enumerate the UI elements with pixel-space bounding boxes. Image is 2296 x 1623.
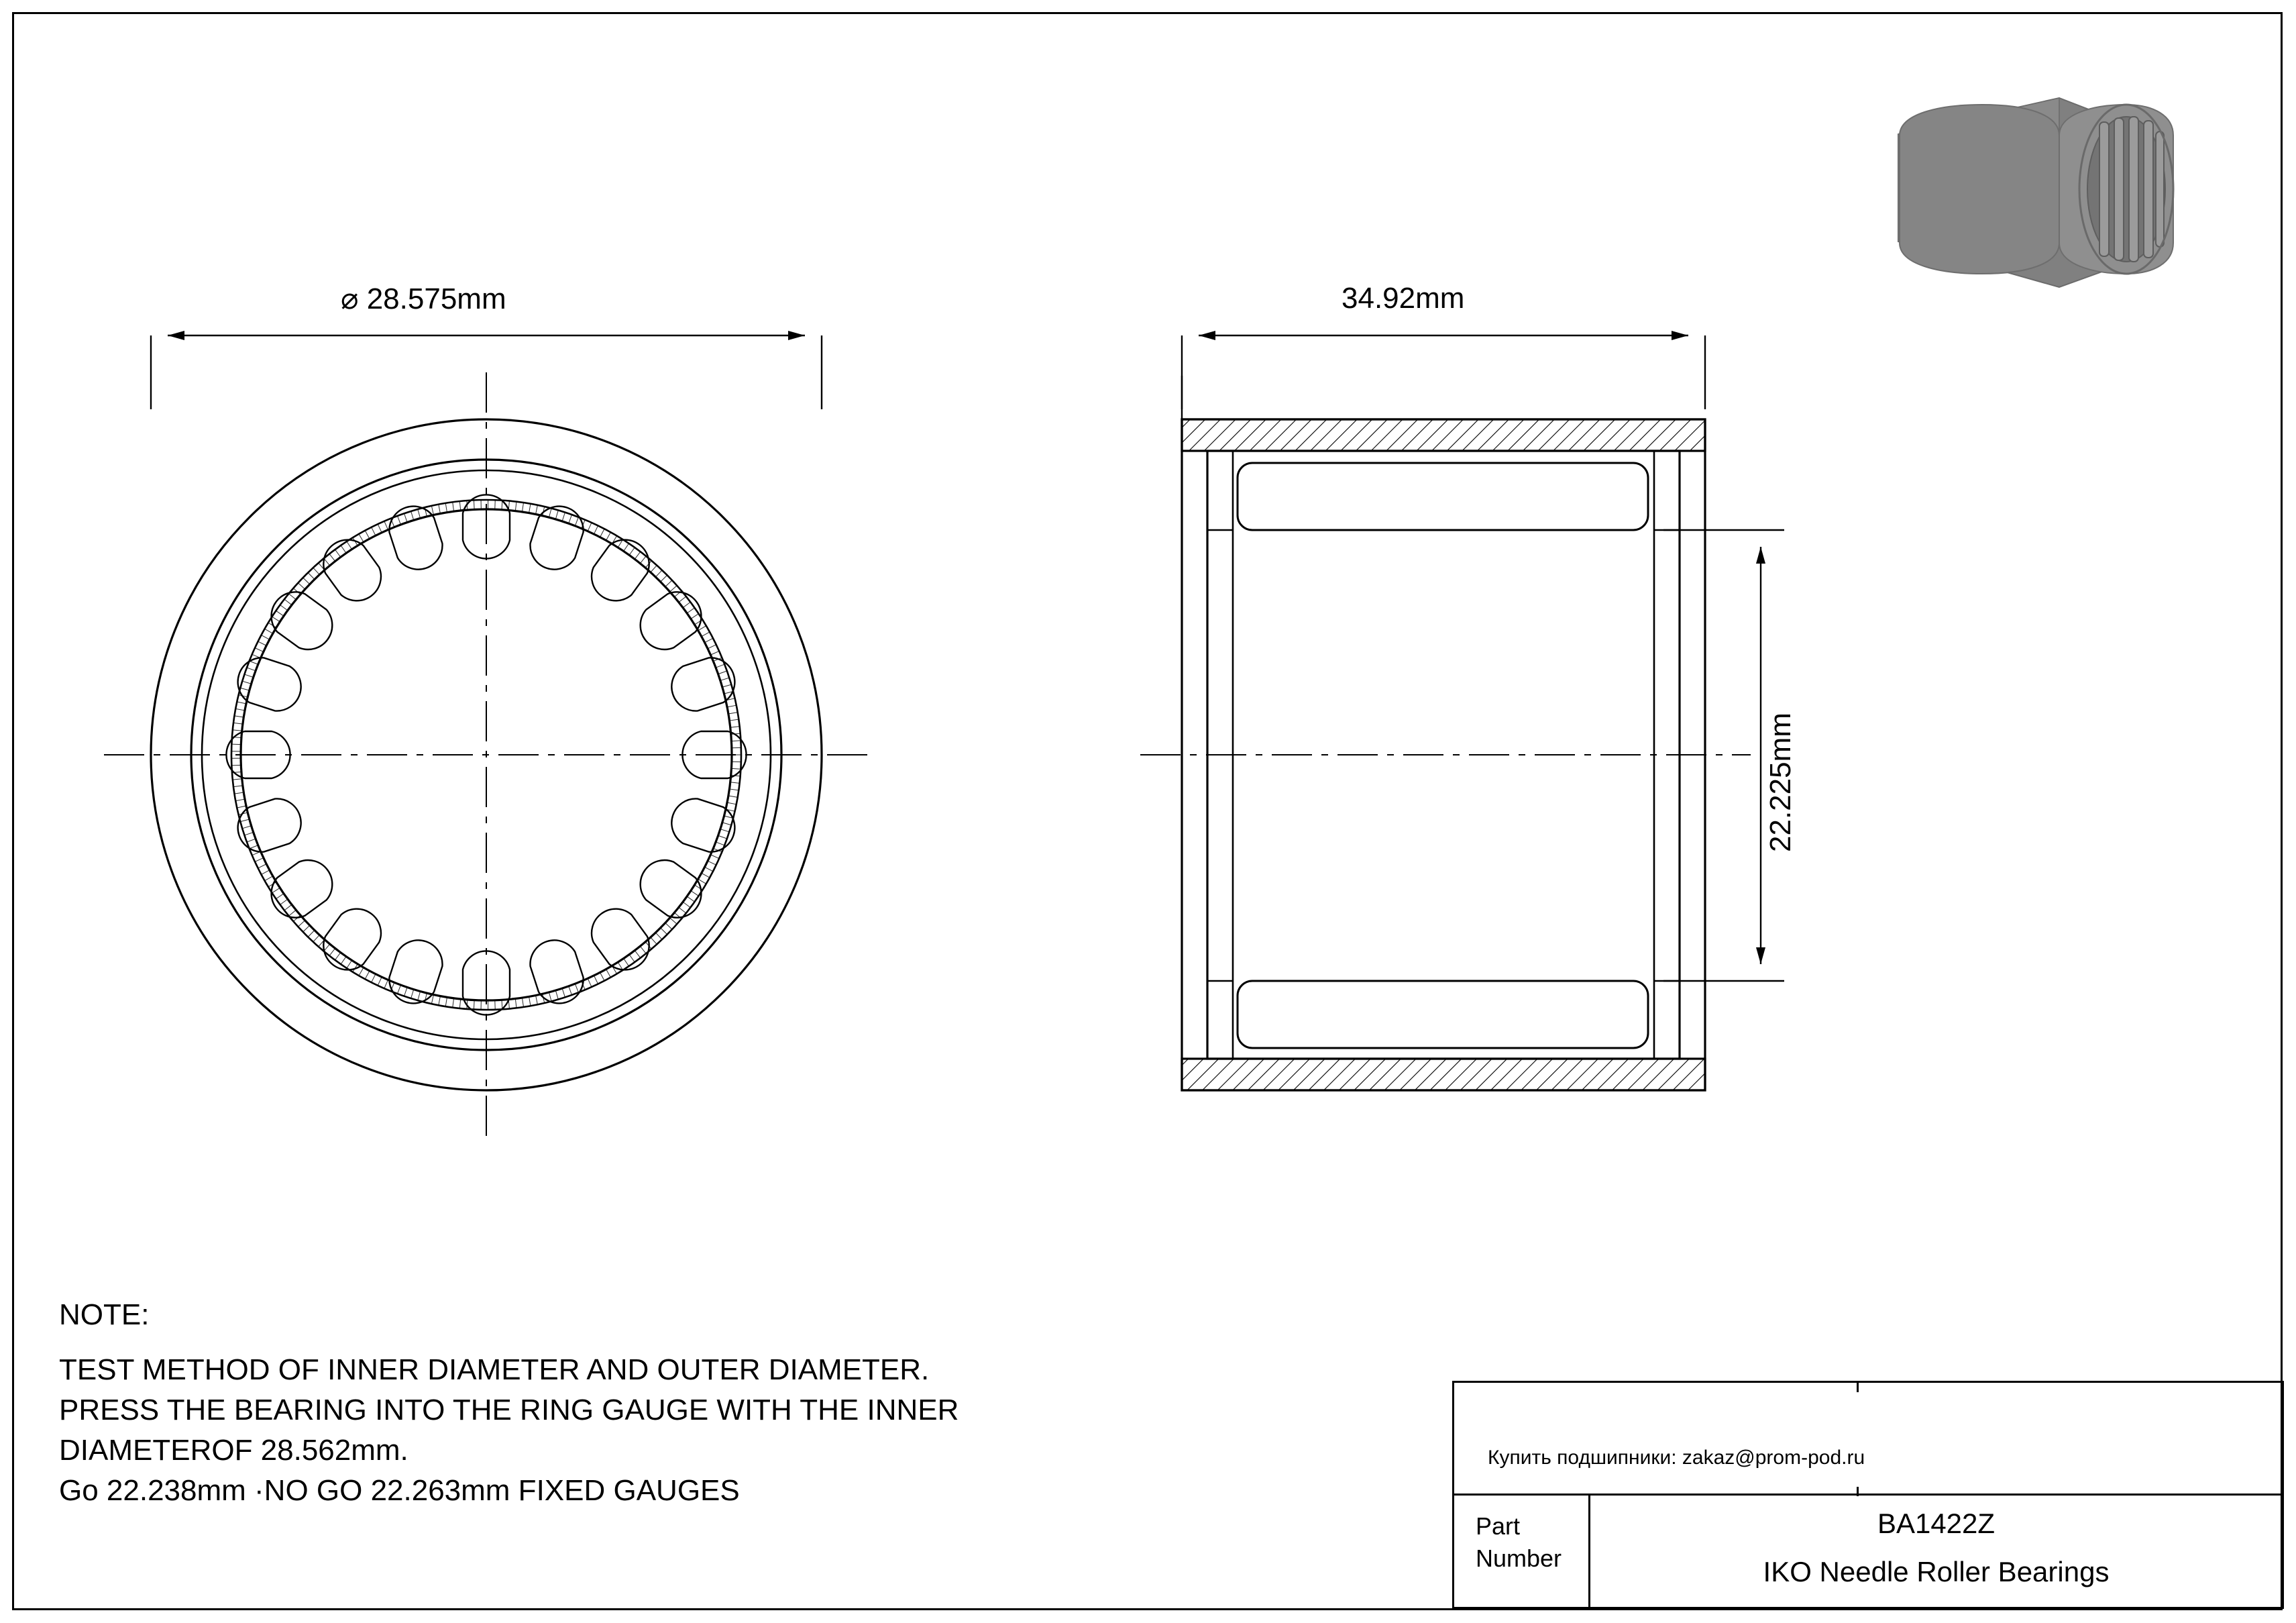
part-number-label (1476, 1510, 1562, 1575)
part-number-value: BA1422Z (1877, 1508, 1996, 1539)
tick-mark-top (1857, 1383, 1859, 1392)
note-heading: NOTE: (59, 1298, 150, 1331)
tick-mark-bottom (1857, 1487, 1859, 1496)
note-block (59, 1295, 1333, 1511)
outer-diameter-dimension: ⌀ 28.575mm (341, 282, 506, 315)
title-block (1452, 1381, 2284, 1609)
note-line-2: PRESS THE BEARING INTO THE RING GAUGE WITH THE INNER (59, 1394, 959, 1426)
note-line-3: DIAMETEROF 28.562mm. (59, 1434, 408, 1467)
width-dimension: 34.92mm (1342, 282, 1465, 315)
title-block-shop-row (1454, 1383, 2282, 1496)
brand-line: IKO Needle Roller Bearings (1763, 1556, 2110, 1587)
part-number-label-line2: Number (1476, 1545, 1562, 1572)
inner-diameter-dimension: 22.225mm (1764, 713, 1797, 852)
note-line-1: TEST METHOD OF INNER DIAMETER AND OUTER DIAMETER. (59, 1353, 930, 1386)
note-line-4: Go 22.238mm ·NO GO 22.263mm FIXED GAUGES (59, 1474, 740, 1507)
isometric-bearing-view (1858, 74, 2207, 342)
shop-contact-line: Купить подшипники: zakaz@prom-pod.ru (1488, 1447, 1865, 1469)
part-number-label-line1: Part (1476, 1512, 1521, 1540)
